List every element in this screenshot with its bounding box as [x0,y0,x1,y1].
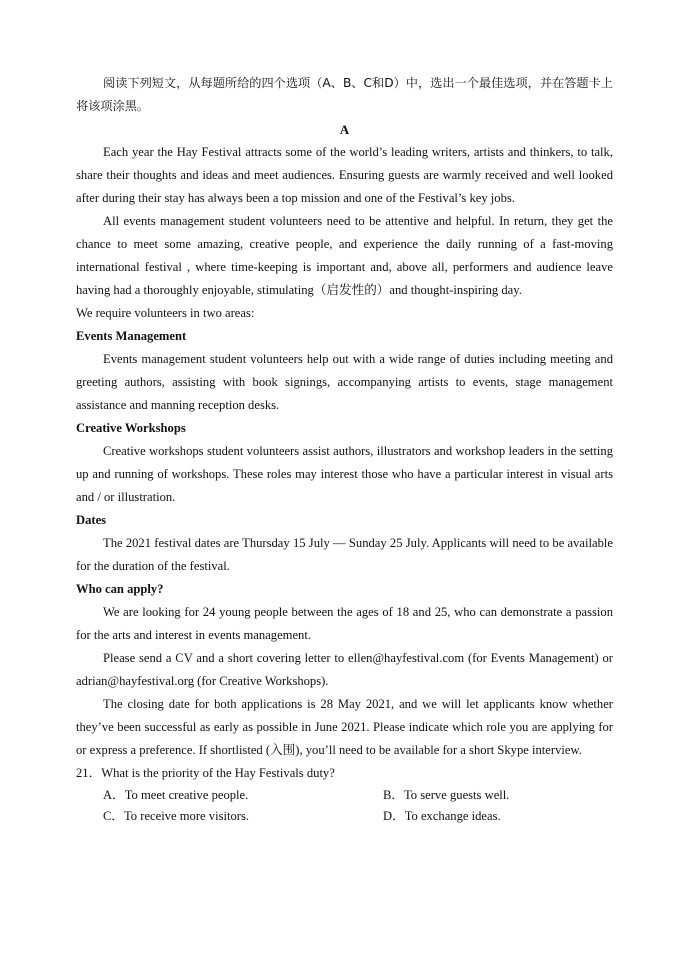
option-b: B．To serve guests well. [383,788,510,802]
dates-paragraph: The 2021 festival dates are Thursday 15 July — Sunday 25 July. Applicants will need to be available for the duration of the festival. [76,536,613,573]
apply-paragraph-2: Please send a CV and a short covering letter to ellen@hayfestival.com (for Events Management) or adrian@hayfestival.org (for Creative Workshops). [76,651,613,688]
document-page [76,72,613,827]
option-d: D．To exchange ideas. [383,809,501,823]
question-stem: 21．What is the priority of the Hay Festivals duty? [76,766,335,780]
intro-paragraph: Each year the Hay Festival attracts some of the world’s leading writers, artists and thinkers, to talk, share their thoughts and ideas and meet audiences. Ensuring guests are warmly received and well looked after during their stay has always been a top mission and one of the Festival’s key jobs. [76,145,613,205]
option-a: A．To meet creative people. [103,788,249,802]
volunteers-paragraph: All events management student volunteers need to be attentive and helpful. In return, they get the chance to meet some amazing, creative people, and experience the daily running of a fast-moving international festival , where time-keeping is important and, above all, performers and audience leave having had a thoroughly enjoyable, stimulating（启发性的）and thought-inspiring day. [76,214,613,297]
apply-paragraph-3: The closing date for both applications is 28 May 2021, and we will let applicants know whether they’ve been successful as early as possible in June 2021. Please indicate which role you are applying for or express a preference. If shortlisted (入围), you’ll need to be available for a short Skype interview. [76,697,613,757]
events-paragraph: Events management student volunteers help out with a wide range of duties including meeting and greeting authors, assisting with book signings, accompanying artists to events, stage management assistance and manning reception desks. [76,352,613,412]
question-options [76,785,613,827]
creative-paragraph: Creative workshops student volunteers assist authors, illustrators and workshop leaders in the setting up and running of workshops. These roles may interest those who have a particular interest in visual arts and / or illustration. [76,444,613,504]
apply-paragraph-1: We are looking for 24 young people between the ages of 18 and 25, who can demonstrate a passion for the arts and interest in events management. [76,605,613,642]
require-line: We require volunteers in two areas: [76,306,255,320]
apply-heading: Who can apply? [76,582,164,596]
creative-heading: Creative Workshops [76,421,186,435]
instructions: 阅读下列短文，从每题所给的四个选项（A、B、C和D）中，选出一个最佳选项，并在答题卡上将该项涂黑。 [76,76,613,113]
option-c: C．To receive more visitors. [103,809,250,823]
section-letter: A [339,122,350,137]
events-heading: Events Management [76,329,187,343]
dates-heading: Dates [76,513,107,527]
